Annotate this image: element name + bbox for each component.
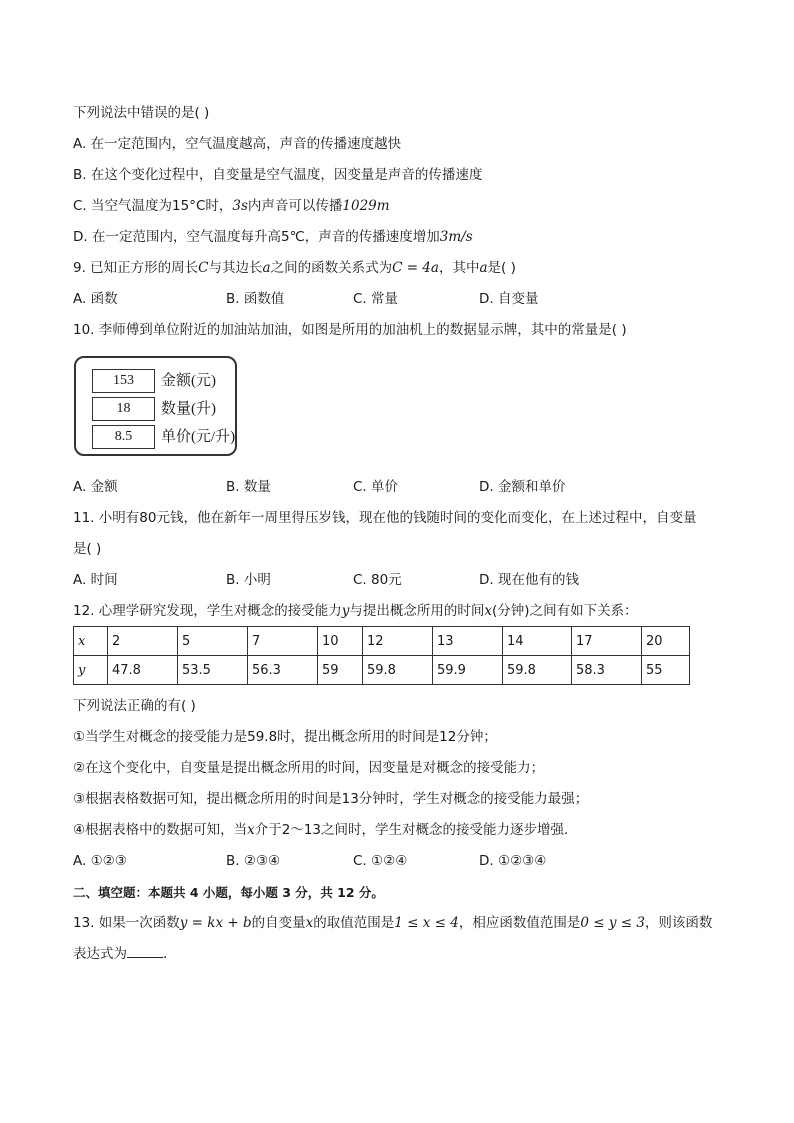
board-row-amount [92, 369, 242, 393]
q12-statement-1: ①当学生对概念的接受能力是59.8时，提出概念所用的时间是12分钟； [73, 729, 497, 745]
table-cell: 7 [248, 627, 318, 656]
answer-blank[interactable] [127, 945, 163, 958]
board-value: 8.5 [92, 425, 155, 449]
board-label: 数量(升) [161, 401, 216, 417]
q9-option-b: B. 函数值 [226, 291, 285, 307]
table-cell: 12 [363, 627, 433, 656]
data-table [73, 626, 690, 685]
board-row-quantity [92, 397, 242, 421]
q12-option-a: A. ①②③ [73, 853, 127, 869]
q9-option-c: C. 常量 [353, 291, 399, 307]
option-c: C. 当空气温度为15°C时，3s内声音可以传播1029m [73, 198, 390, 214]
table-cell: 20 [642, 627, 690, 656]
board-value: 153 [92, 369, 155, 393]
row-header: x [74, 627, 108, 656]
table-row-y [74, 656, 690, 685]
row-header: y [74, 656, 108, 685]
q9-stem: 9. 已知正方形的周长C与其边长a之间的函数关系式为C = 4a，其中a是( ) [73, 260, 516, 276]
q9-option-d: D. 自变量 [479, 291, 539, 307]
board-label: 金额(元) [161, 373, 216, 389]
option-d: D. 在一定范围内，空气温度每升高5℃，声音的传播速度增加3m/s [73, 229, 473, 245]
board-label: 单价(元/升) [161, 429, 236, 445]
board-row-price [92, 425, 242, 449]
q12-option-d: D. ①②③④ [479, 853, 547, 869]
q11-stem-cont: 是( ) [73, 541, 102, 557]
q10-option-a: A. 金额 [73, 479, 118, 495]
q12-option-c: C. ①②④ [353, 853, 408, 869]
q13-stem: 13. 如果一次函数y = kx + b的自变量x的取值范围是1 ≤ x ≤ 4，相应函数值范围是0 ≤ y ≤ 3，则该函数 [73, 915, 713, 931]
q13-stem-cont: 表达式为 ． [73, 946, 177, 962]
q10-option-b: B. 数量 [226, 479, 271, 495]
table-cell: 13 [433, 627, 503, 656]
q9-option-a: A. 函数 [73, 291, 118, 307]
table-cell: 59 [318, 656, 363, 685]
q12-statement-3: ③根据表格数据可知，提出概念所用的时间是13分钟时，学生对概念的接受能力最强； [73, 791, 589, 807]
section-title: 二、填空题：本题共 4 小题，每小题 3 分，共 12 分。 [73, 885, 384, 900]
table-cell: 56.3 [248, 656, 318, 685]
board-value: 18 [92, 397, 155, 421]
fuel-display-board [74, 356, 237, 456]
q11-option-a: A. 时间 [73, 572, 118, 588]
q10-stem: 10. 李师傅到单位附近的加油站加油，如图是所用的加油机上的数据显示牌，其中的常量是( ) [73, 322, 627, 338]
q12-option-b: B. ②③④ [226, 853, 281, 869]
table-cell: 59.9 [433, 656, 503, 685]
q11-option-c: C. 80元 [353, 572, 402, 588]
q12-statement-2: ②在这个变化中，自变量是提出概念所用的时间，因变量是对概念的接受能力； [73, 760, 545, 776]
option-a: A. 在一定范围内，空气温度越高，声音的传播速度越快 [73, 136, 402, 152]
table-row-x [74, 627, 690, 656]
q11-option-b: B. 小明 [226, 572, 271, 588]
table-cell: 53.5 [178, 656, 248, 685]
q11-stem: 11. 小明有80元钱，他在新年一周里得压岁钱，现在他的钱随时间的变化而变化，在上述过程中，自变量 [73, 510, 697, 526]
table-cell: 2 [108, 627, 178, 656]
option-b: B. 在这个变化过程中，自变量是空气温度，因变量是声音的传播速度 [73, 167, 483, 183]
q11-option-d: D. 现在他有的钱 [479, 572, 579, 588]
table-cell: 47.8 [108, 656, 178, 685]
table-cell: 5 [178, 627, 248, 656]
q10-option-c: C. 单价 [353, 479, 399, 495]
q12-stem: 12. 心理学研究发现，学生对概念的接受能力y与提出概念所用的时间x(分钟)之间有如下关系： [73, 603, 638, 619]
table-cell: 14 [503, 627, 572, 656]
table-cell: 10 [318, 627, 363, 656]
q10-option-d: D. 金额和单价 [479, 479, 566, 495]
table-cell: 55 [642, 656, 690, 685]
q12-statement-4: ④根据表格中的数据可知，当x介于2～13之间时，学生对概念的接受能力逐步增强． [73, 822, 578, 838]
table-cell: 58.3 [572, 656, 642, 685]
table-cell: 17 [572, 627, 642, 656]
table-cell: 59.8 [503, 656, 572, 685]
table-cell: 59.8 [363, 656, 433, 685]
q12-stem2: 下列说法正确的有( ) [73, 698, 196, 714]
question-stem: 下列说法中错误的是( ) [73, 105, 210, 121]
